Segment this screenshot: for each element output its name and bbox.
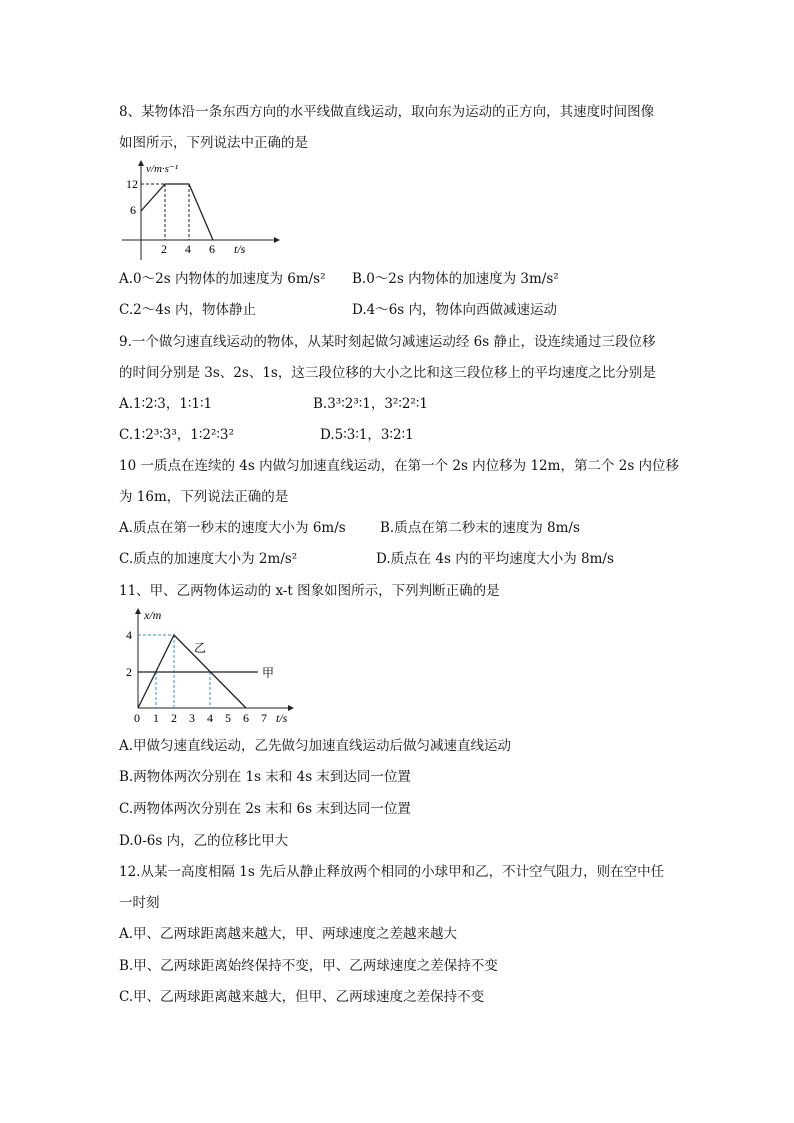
q10-option-c: C.质点的加速度大小为 2m/s² (119, 551, 298, 567)
q10-option-a: A.质点在第一秒末的速度大小为 6m/s (119, 520, 346, 536)
q8-option-d: D.4～6s 内，物体向西做减速运动 (352, 302, 558, 318)
q9-stem-line1: 9.一个做匀速直线运动的物体，从某时刻起做匀减速运动经 6s 静止，设连续通过三段位移 (119, 334, 656, 350)
q8-option-b: B.0～2s 内物体的加速度为 3m/s² (352, 271, 559, 287)
q8-y-tick-12: 12 (126, 177, 138, 191)
q8-velocity-line (141, 184, 213, 240)
q9-stem-line2: 的时间分别是 3s、2s、1s，这三段位移的大小之比和这三段位移上的平均速度之比分别是 (119, 365, 656, 381)
q11-y-tick-2: 2 (126, 665, 132, 679)
q12-stem-line2: 一时刻 (119, 895, 160, 911)
q11-option-a: A.甲做匀速直线运动，乙先做匀加速直线运动后做匀减速直线运动 (119, 738, 512, 754)
q12-stem-line1: 12.从某一高度相隔 1s 先后从静止释放两个相同的小球甲和乙，不计空气阻力，则在空中任 (119, 864, 665, 880)
q9-option-b: B.3³∶2³∶1，3²∶2²∶1 (313, 396, 428, 412)
q8-x-tick-2: 2 (161, 242, 167, 256)
q10-stem-line1: 10 一质点在连续的 4s 内做匀加速直线运动，在第一个 2s 内位移为 12m，第二个 2s 内位移 (119, 458, 680, 474)
q11-position-time-graph (116, 604, 306, 730)
q11-option-c: C.两物体两次分别在 2s 末和 6s 末到达同一位置 (119, 801, 411, 817)
q11-option-b: B.两物体两次分别在 1s 末和 4s 末到达同一位置 (119, 769, 411, 785)
q11-y-axis-arrow (135, 608, 141, 614)
q10-option-b: B.质点在第二秒末的速度为 8m/s (380, 520, 580, 536)
q8-x-tick-4: 4 (185, 242, 191, 256)
q11-x-axis-label: t/s (276, 711, 288, 725)
q11-x-tick-1: 1 (153, 711, 159, 725)
q8-velocity-time-graph (116, 158, 286, 268)
q9-option-d: D.5∶3∶1，3∶2∶1 (320, 427, 414, 443)
q8-option-c: C.2～4s 内，物体静止 (119, 302, 257, 318)
q11-x-tick-3: 3 (189, 711, 195, 725)
q12-option-c: C.甲、乙两球距离越来越大，但甲、乙两球速度之差保持不变 (119, 989, 485, 1005)
q11-x-tick-7: 7 (261, 711, 267, 725)
q8-x-axis-arrow (274, 237, 280, 243)
q10-option-d: D.质点在 4s 内的平均速度大小为 8m/s (376, 551, 614, 567)
q11-series-yi-label: 乙 (194, 641, 207, 655)
q9-option-c: C.1∶2³∶3³，1∶2²∶3² (119, 427, 234, 443)
q8-x-axis-label: t/s (234, 242, 246, 256)
q11-x-tick-4: 4 (207, 711, 213, 725)
q11-x-tick-5: 5 (225, 711, 231, 725)
q11-y-axis-label: x/m (144, 608, 162, 622)
q8-y-axis-label: v/m·s⁻¹ (146, 163, 179, 175)
q8-y-tick-6: 6 (130, 203, 136, 217)
q11-x-tick-2: 2 (171, 711, 177, 725)
q8-x-tick-6: 6 (209, 242, 215, 256)
q11-option-d: D.0-6s 内，乙的位移比甲大 (119, 833, 289, 849)
q9-option-a: A.1∶2∶3，1∶1∶1 (119, 396, 213, 412)
q11-x-tick-6: 6 (243, 711, 249, 725)
q12-option-b: B.甲、乙两球距离始终保持不变，甲、乙两球速度之差保持不变 (119, 958, 498, 974)
q11-y-tick-4: 4 (126, 628, 132, 642)
q8-option-a: A.0～2s 内物体的加速度为 6m/s² (119, 271, 326, 287)
q12-option-a: A.甲、乙两球距离越来越大，甲、两球速度之差越来越大 (119, 926, 458, 942)
q8-stem-line2: 如图所示，下列说法中正确的是 (119, 135, 308, 151)
q11-series-jia-label: 甲 (262, 666, 275, 680)
q10-stem-line2: 为 16m，下列说法正确的是 (119, 489, 289, 505)
q11-x-tick-0: 0 (134, 711, 140, 725)
q11-x-axis-arrow (288, 705, 294, 711)
q8-stem-line1: 8、某物体沿一条东西方向的水平线做直线运动，取向东为运动的正方向，其速度时间图像 (119, 104, 655, 120)
q11-stem: 11、甲、乙两物体运动的 x-t 图象如图所示，下列判断正确的是 (119, 583, 500, 599)
q8-y-axis-arrow (138, 160, 144, 166)
